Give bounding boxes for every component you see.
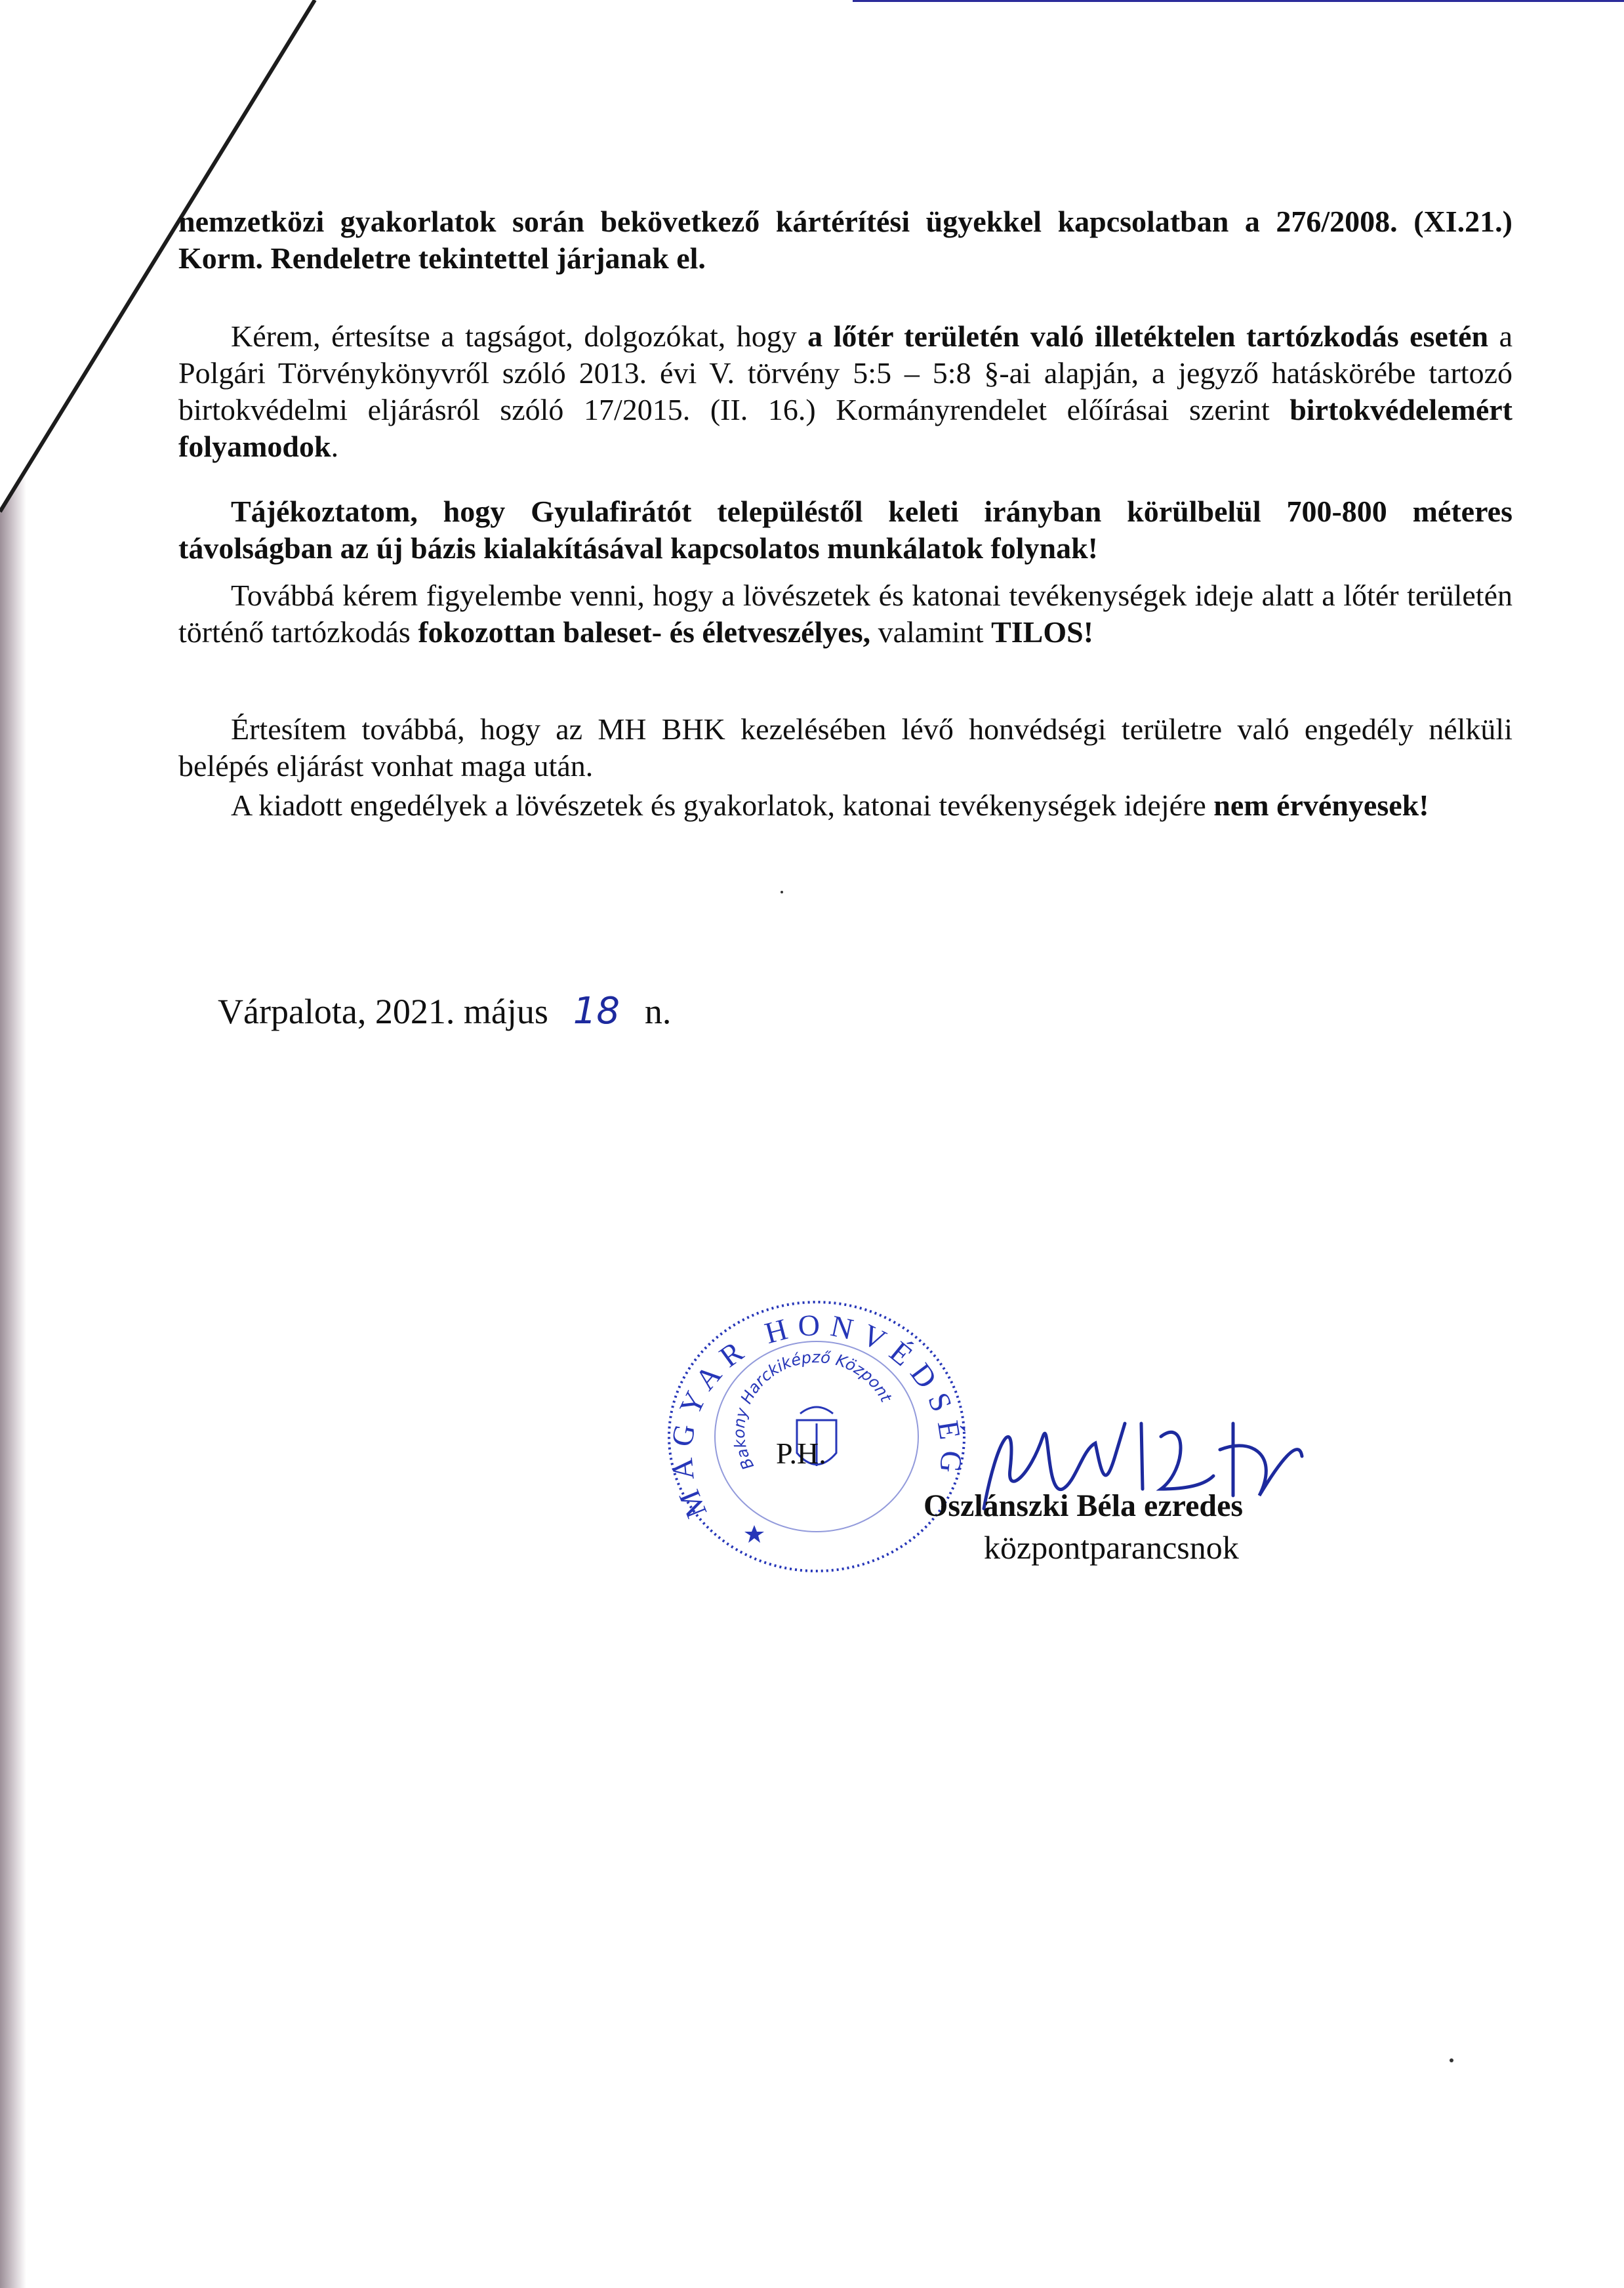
permit-bold-protection: birtokvédelemért folyamodok bbox=[178, 393, 1512, 463]
intro-text: nemzetközi gyakorlatok során bekövetkező kártérítési ügyekkel kapcsolatban a 276/2008. (XI.21.) Korm. Rendeletre tekintettel járjanak el. bbox=[178, 205, 1512, 275]
date-prefix: Várpalota, 2021. május bbox=[218, 992, 548, 1031]
stamp-inner-text: Bakony Harckiképző Központ bbox=[729, 1348, 896, 1473]
date-line bbox=[218, 991, 671, 1032]
entry-paragraph: Értesítem továbbá, hogy az MH BHK kezelésében lévő honvédségi területre való engedély nélküli belépés eljárást vonhat maga után. bbox=[178, 712, 1512, 783]
danger-lead: Továbbá kérem figyelembe venni, hogy a lövészetek és katonai tevékenységek ideje alatt a lőtér területén történő tartózkodás bbox=[178, 579, 1512, 649]
permit-bold-presence: a lőtér területén való illetéktelen tartózkodás esetén bbox=[807, 319, 1489, 353]
permit-lead: Kérem, értesítse a tagságot, dolgozókat, hogy bbox=[231, 319, 808, 353]
ph-label: P.H. bbox=[776, 1437, 826, 1470]
handwritten-day: 18 bbox=[573, 990, 620, 1032]
notvalid-lead: A kiadott engedélyek a lövészetek és gyakorlatok, katonai tevékenységek idejére bbox=[231, 788, 1214, 822]
date-suffix: n. bbox=[644, 992, 672, 1031]
signer-name: Oszlánszki Béla ezredes bbox=[924, 1488, 1244, 1523]
scan-speck bbox=[1450, 2058, 1453, 2062]
permit-middle: a Polgári Törvénykönyvről szóló 2013. évi V. törvény 5:5 – 5:8 §-ai alapján, a jegyző hatáskörébe tartozó birtokvédelmi eljárásról szóló 17/2015. (II. 16.) Kormányrendelet előírásai szerint bbox=[178, 319, 1512, 426]
stamp-star-icon bbox=[744, 1525, 764, 1543]
signer-title: központparancsnok bbox=[984, 1529, 1239, 1566]
intro-paragraph bbox=[178, 203, 1512, 277]
permits-invalid-paragraph bbox=[178, 787, 1512, 824]
permit-end: . bbox=[331, 430, 339, 463]
scan-top-line bbox=[853, 0, 1624, 2]
scan-speck bbox=[781, 891, 783, 893]
danger-bold-warning: fokozottan baleset- és életveszélyes, bbox=[418, 615, 871, 649]
danger-paragraph bbox=[178, 577, 1512, 651]
danger-bold-forbidden: TILOS! bbox=[991, 615, 1094, 649]
notvalid-bold: nem érvényesek! bbox=[1213, 788, 1429, 822]
stamp-outer-text: MAGYAR HONVÉDSÉG bbox=[664, 1308, 969, 1523]
permit-paragraph bbox=[178, 318, 1512, 465]
danger-middle: valamint bbox=[870, 615, 992, 649]
base-works-paragraph: Tájékoztatom, hogy Gyulafirátót településtől keleti irányban körülbelül 700-800 méteres távolságban az új bázis kialakításával kapcsolatos munkálatok folynak! bbox=[178, 495, 1512, 565]
